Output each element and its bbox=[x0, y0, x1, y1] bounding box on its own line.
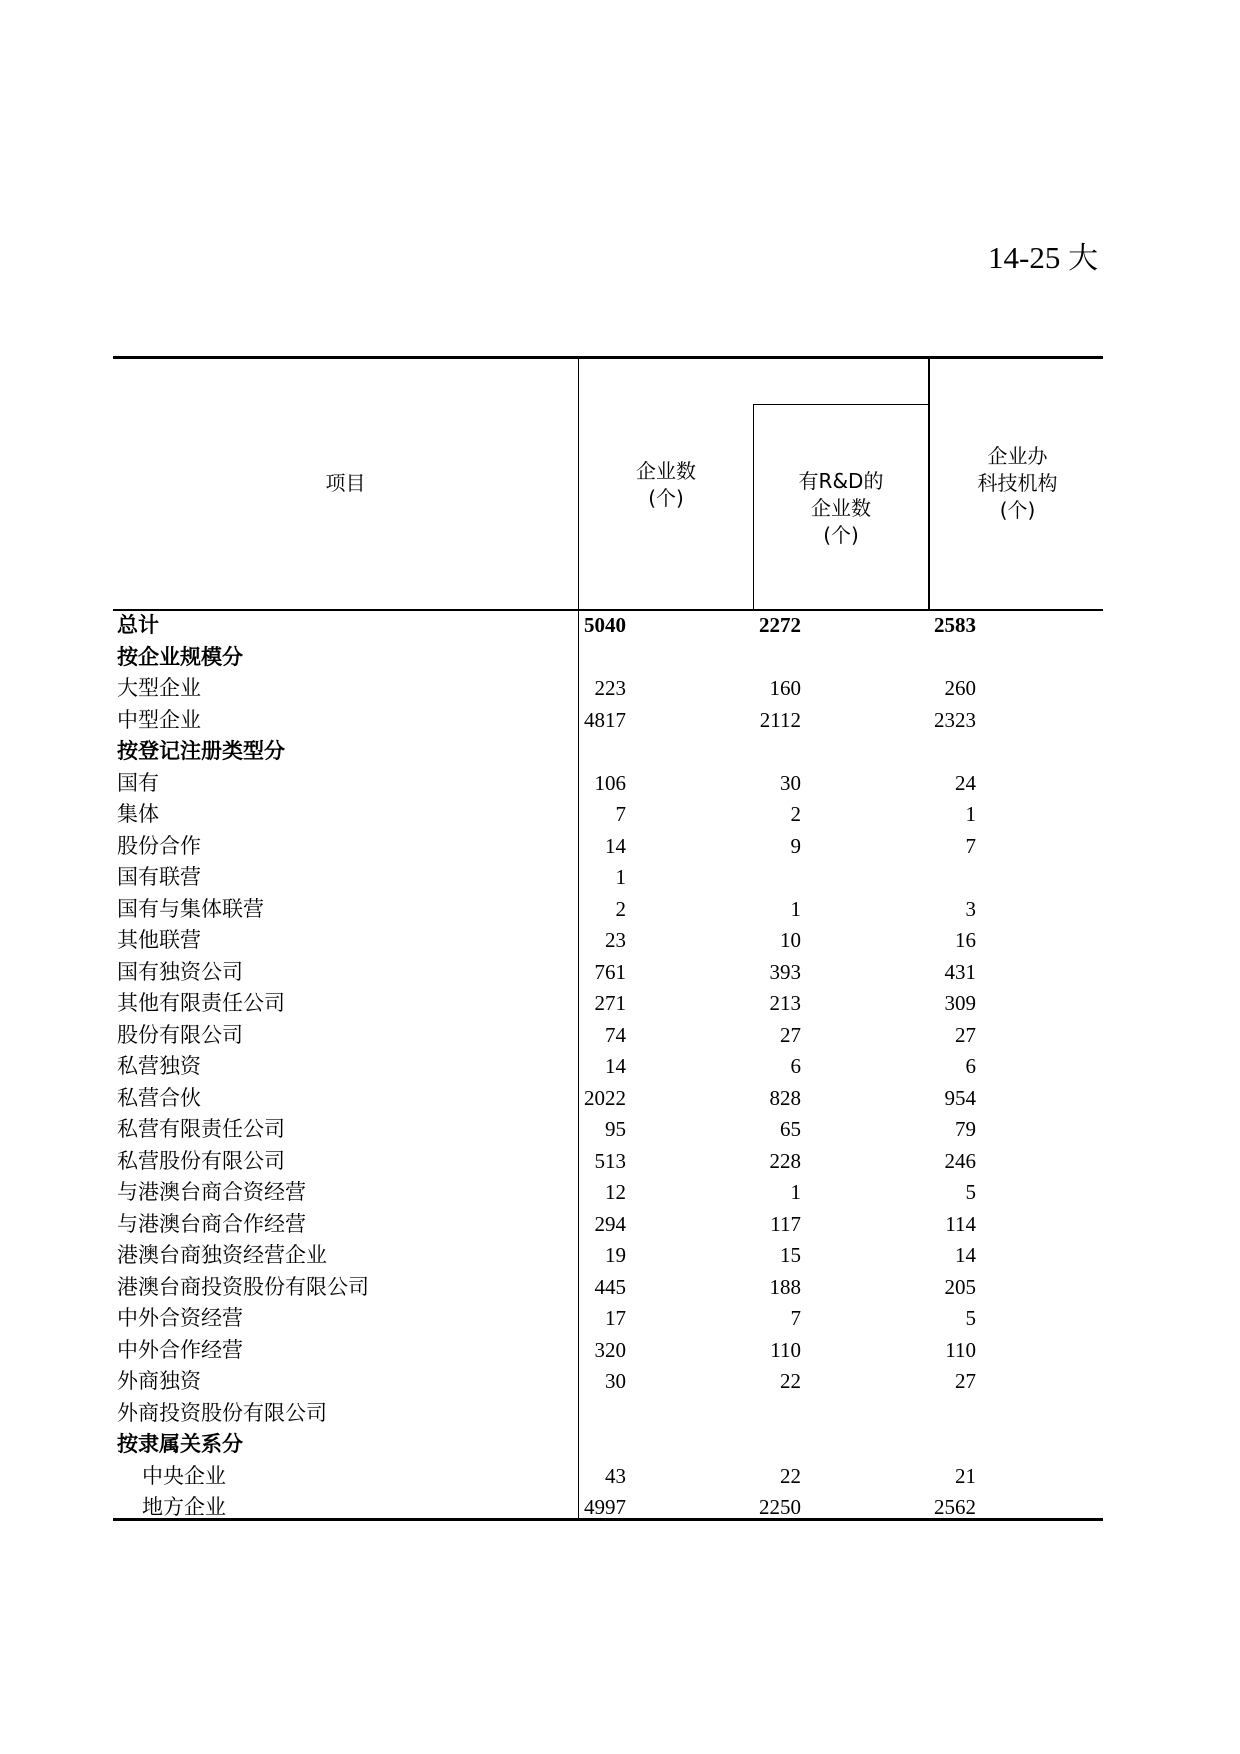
table-row bbox=[113, 988, 1103, 1020]
row-label: 国有联营 bbox=[117, 865, 201, 889]
enterprise-count-value: 23 bbox=[605, 928, 626, 952]
rd-enterprise-count-value: 30 bbox=[780, 770, 801, 795]
row-label: 港澳台商投资股份有限公司 bbox=[117, 1274, 369, 1299]
tech-institutions-value: 246 bbox=[944, 1148, 976, 1173]
tech-institutions-value: 5 bbox=[965, 1180, 976, 1204]
table-row bbox=[113, 1051, 1103, 1083]
table-title-text: 大 bbox=[1068, 241, 1099, 276]
header-item bbox=[113, 470, 578, 497]
table-row bbox=[113, 1146, 1103, 1178]
row-label: 地方企业 bbox=[142, 1495, 226, 1519]
enterprise-count-value: 1 bbox=[615, 865, 626, 889]
rd-enterprise-count-value: 160 bbox=[769, 676, 801, 700]
table-row bbox=[113, 1492, 1103, 1524]
row-label: 国有 bbox=[117, 770, 159, 795]
table-row bbox=[113, 1335, 1103, 1367]
enterprise-count-value: 5040 bbox=[584, 613, 626, 637]
enterprise-count-value: 2 bbox=[615, 896, 626, 921]
table-row bbox=[113, 1461, 1103, 1493]
tech-institutions-value: 27 bbox=[955, 1369, 976, 1393]
row-label: 总计 bbox=[117, 613, 159, 637]
table-row bbox=[113, 1083, 1103, 1115]
table-top-rule bbox=[113, 356, 1103, 359]
rd-enterprise-count-value: 2 bbox=[790, 802, 801, 826]
table-row bbox=[113, 1429, 1103, 1461]
tech-institutions-value: 27 bbox=[955, 1022, 976, 1047]
enterprise-count-value: 271 bbox=[594, 991, 626, 1015]
table-body bbox=[113, 610, 1103, 1524]
tech-institutions-value: 6 bbox=[965, 1054, 976, 1078]
enterprise-count-value: 761 bbox=[594, 959, 626, 984]
tech-institutions-value: 954 bbox=[944, 1085, 976, 1110]
header-tech-institutions bbox=[930, 443, 1105, 524]
header-rd-enterprise-count-line3: (个) bbox=[823, 523, 859, 547]
enterprise-count-value: 19 bbox=[605, 1243, 626, 1267]
table-row bbox=[113, 642, 1103, 674]
row-label: 按登记注册类型分 bbox=[117, 739, 285, 763]
header-rd-enterprise-count-line2: 企业数 bbox=[811, 496, 871, 520]
rd-enterprise-count-value: 110 bbox=[770, 1337, 801, 1362]
row-label: 中外合资经营 bbox=[117, 1306, 243, 1330]
table-row bbox=[113, 1114, 1103, 1146]
enterprise-count-value: 95 bbox=[605, 1117, 626, 1141]
table-row bbox=[113, 831, 1103, 863]
rd-enterprise-count-value: 22 bbox=[780, 1463, 801, 1488]
header-enterprise-count bbox=[579, 458, 753, 512]
table-row bbox=[113, 1209, 1103, 1241]
row-label: 与港澳台商合资经营 bbox=[117, 1180, 306, 1204]
table-row bbox=[113, 894, 1103, 926]
enterprise-count-value: 320 bbox=[594, 1337, 626, 1362]
row-label: 股份合作 bbox=[117, 833, 201, 858]
header-enterprise-count-line1: 企业数 bbox=[636, 459, 696, 483]
row-label: 私营独资 bbox=[117, 1054, 201, 1078]
tech-institutions-value: 5 bbox=[965, 1306, 976, 1330]
row-label: 外商投资股份有限公司 bbox=[117, 1400, 327, 1425]
header-rd-enterprise-count-line1: 有R&D的 bbox=[798, 469, 884, 493]
table-row bbox=[113, 1177, 1103, 1209]
table-row bbox=[113, 1020, 1103, 1052]
table-row bbox=[113, 610, 1103, 642]
tech-institutions-value: 21 bbox=[955, 1463, 976, 1488]
rd-enterprise-count-value: 6 bbox=[790, 1054, 801, 1078]
table-row bbox=[113, 1303, 1103, 1335]
rd-enterprise-count-value: 828 bbox=[769, 1085, 801, 1110]
table-row bbox=[113, 705, 1103, 737]
header-tech-institutions-line1: 企业办 bbox=[987, 444, 1048, 468]
row-label: 按企业规模分 bbox=[117, 644, 243, 669]
tech-institutions-value: 309 bbox=[944, 991, 976, 1015]
enterprise-count-value: 4997 bbox=[584, 1495, 626, 1519]
rd-enterprise-count-value: 2112 bbox=[759, 707, 801, 732]
rd-enterprise-count-value: 228 bbox=[769, 1148, 801, 1173]
tech-institutions-value: 1 bbox=[965, 802, 976, 826]
header-enterprise-count-line2: (个) bbox=[648, 486, 684, 510]
enterprise-count-value: 2022 bbox=[584, 1085, 626, 1110]
table-number: 14-25 bbox=[988, 240, 1061, 275]
rd-enterprise-count-value: 22 bbox=[780, 1369, 801, 1393]
enterprise-count-value: 223 bbox=[594, 676, 626, 700]
rd-enterprise-count-value: 27 bbox=[780, 1022, 801, 1047]
row-label: 集体 bbox=[117, 802, 159, 826]
row-label: 国有与集体联营 bbox=[117, 896, 264, 921]
tech-institutions-value: 114 bbox=[945, 1211, 976, 1236]
header-tech-institutions-line3: (个) bbox=[999, 498, 1036, 522]
tech-institutions-value: 2583 bbox=[934, 613, 976, 637]
table-row bbox=[113, 736, 1103, 768]
tech-institutions-value: 260 bbox=[944, 676, 976, 700]
table-row bbox=[113, 1272, 1103, 1304]
enterprise-count-value: 43 bbox=[605, 1463, 626, 1488]
table-row bbox=[113, 799, 1103, 831]
rd-enterprise-count-value: 10 bbox=[780, 928, 801, 952]
rd-enterprise-count-value: 7 bbox=[790, 1306, 801, 1330]
tech-institutions-value: 3 bbox=[965, 896, 976, 921]
row-label: 按隶属关系分 bbox=[117, 1432, 243, 1456]
row-label: 国有独资公司 bbox=[117, 959, 243, 984]
row-label: 与港澳台商合作经营 bbox=[117, 1211, 306, 1236]
tech-institutions-value: 7 bbox=[965, 833, 976, 858]
tech-institutions-value: 110 bbox=[945, 1337, 976, 1362]
enterprise-count-value: 294 bbox=[594, 1211, 626, 1236]
tech-institutions-value: 2562 bbox=[934, 1495, 976, 1519]
rd-enterprise-count-value: 393 bbox=[769, 959, 801, 984]
enterprise-count-value: 30 bbox=[605, 1369, 626, 1393]
rd-enterprise-count-value: 1 bbox=[790, 896, 801, 921]
enterprise-count-value: 4817 bbox=[584, 707, 626, 732]
table-row bbox=[113, 862, 1103, 894]
table-row bbox=[113, 925, 1103, 957]
enterprise-count-value: 17 bbox=[605, 1306, 626, 1330]
row-label: 其他联营 bbox=[117, 928, 201, 952]
header-rd-enterprise-count bbox=[754, 468, 928, 549]
row-label: 私营合伙 bbox=[117, 1085, 201, 1110]
tech-institutions-value: 24 bbox=[955, 770, 976, 795]
rd-enterprise-count-value: 2250 bbox=[759, 1495, 801, 1519]
enterprise-count-value: 106 bbox=[594, 770, 626, 795]
row-label: 外商独资 bbox=[117, 1369, 201, 1393]
rd-enterprise-count-value: 2272 bbox=[759, 613, 801, 637]
table-row bbox=[113, 768, 1103, 800]
header-tech-institutions-line2: 科技机构 bbox=[977, 471, 1058, 495]
header-item-label: 项目 bbox=[325, 471, 366, 495]
row-label: 股份有限公司 bbox=[117, 1022, 243, 1047]
table-row bbox=[113, 1240, 1103, 1272]
tech-institutions-value: 431 bbox=[944, 959, 976, 984]
table-row bbox=[113, 957, 1103, 989]
row-label: 中央企业 bbox=[142, 1463, 226, 1488]
enterprise-count-value: 12 bbox=[605, 1180, 626, 1204]
row-label: 大型企业 bbox=[117, 676, 201, 700]
row-label: 中外合作经营 bbox=[117, 1337, 243, 1362]
subheader-rule bbox=[754, 404, 930, 405]
row-label: 港澳台商独资经营企业 bbox=[117, 1243, 327, 1267]
table-row bbox=[113, 1366, 1103, 1398]
rd-enterprise-count-value: 15 bbox=[780, 1243, 801, 1267]
row-label: 私营股份有限公司 bbox=[117, 1148, 285, 1173]
enterprise-count-value: 445 bbox=[594, 1274, 626, 1299]
enterprise-count-value: 74 bbox=[605, 1022, 626, 1047]
rd-enterprise-count-value: 65 bbox=[780, 1117, 801, 1141]
enterprise-count-value: 7 bbox=[615, 802, 626, 826]
enterprise-count-value: 14 bbox=[605, 1054, 626, 1078]
rd-enterprise-count-value: 213 bbox=[769, 991, 801, 1015]
row-label: 中型企业 bbox=[117, 707, 201, 732]
row-label: 其他有限责任公司 bbox=[117, 991, 285, 1015]
enterprise-count-value: 14 bbox=[605, 833, 626, 858]
tech-institutions-value: 16 bbox=[955, 928, 976, 952]
tech-institutions-value: 205 bbox=[944, 1274, 976, 1299]
page-title bbox=[988, 234, 1110, 282]
rd-enterprise-count-value: 188 bbox=[769, 1274, 801, 1299]
tech-institutions-value: 79 bbox=[955, 1117, 976, 1141]
table-row bbox=[113, 673, 1103, 705]
tech-institutions-value: 2323 bbox=[934, 707, 976, 732]
row-label: 私营有限责任公司 bbox=[117, 1117, 285, 1141]
rd-enterprise-count-value: 117 bbox=[770, 1211, 801, 1236]
enterprise-count-value: 513 bbox=[594, 1148, 626, 1173]
table-row bbox=[113, 1398, 1103, 1430]
tech-institutions-value: 14 bbox=[955, 1243, 976, 1267]
rd-enterprise-count-value: 9 bbox=[790, 833, 801, 858]
rd-enterprise-count-value: 1 bbox=[790, 1180, 801, 1204]
